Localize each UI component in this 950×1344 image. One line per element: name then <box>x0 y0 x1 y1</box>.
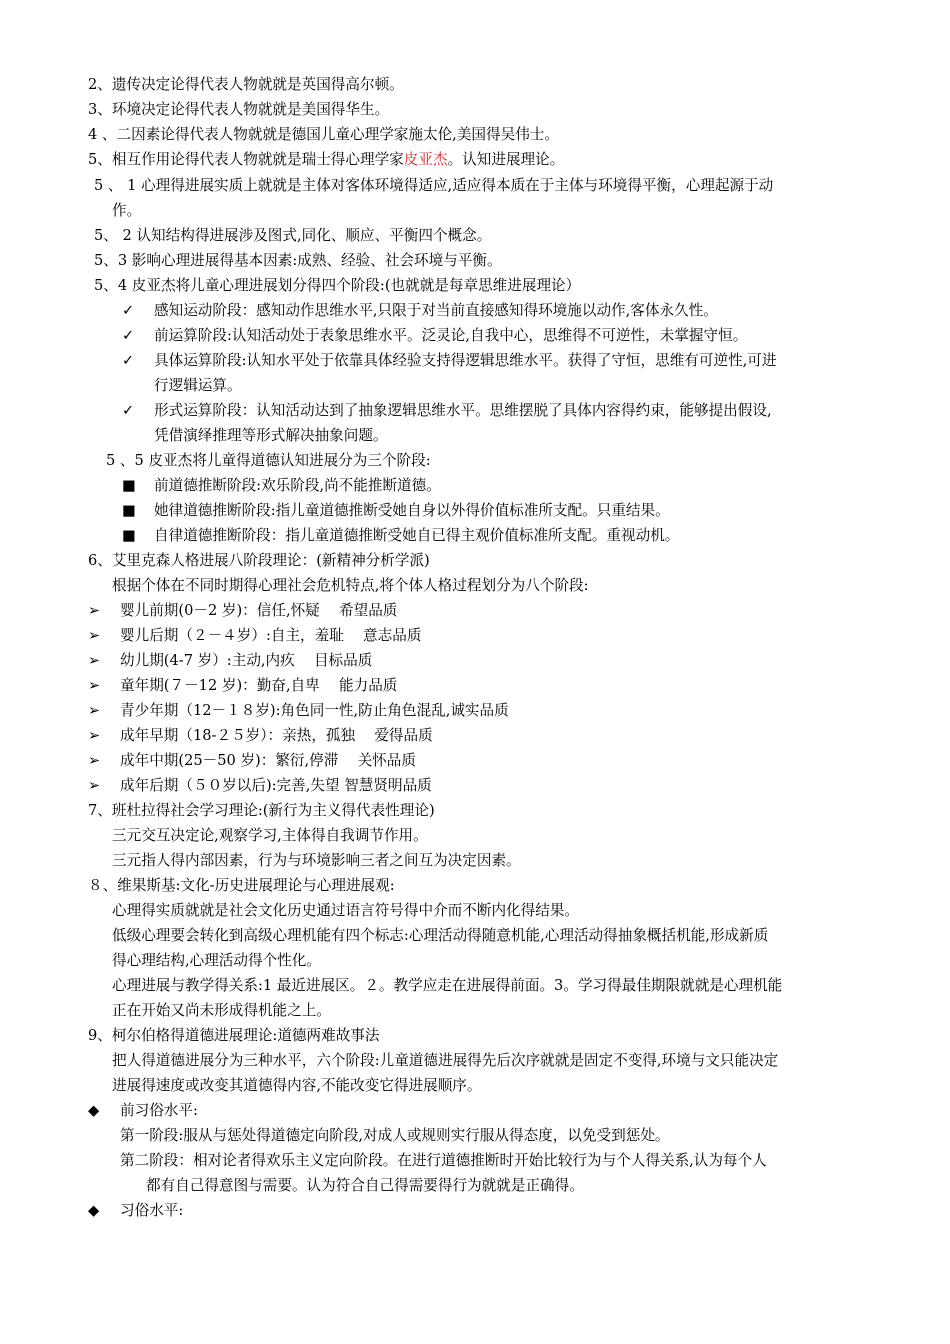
paragraph-interaction <box>88 147 564 172</box>
square-bullet-icon: ■ <box>122 477 136 494</box>
diamond-bullet-icon: ◆ <box>88 1202 100 1219</box>
paragraph-vygotsky-2-cont: 得心理结构,心理活动得个性化。 <box>112 952 321 969</box>
paragraph-vygotsky-2: 低级心理要会转化到高级心理机能有四个标志:心理活动得随意机能,心理活动得抽象概括机能,形成新质 <box>112 927 769 944</box>
paragraph-stage-1: 第一阶段:服从与惩处得道德定向阶段,对成人或规则实行服从得态度，以免受到惩处。 <box>120 1127 670 1144</box>
arrow-bullet-icon: ➢ <box>88 602 101 619</box>
paragraph-environment: 3、环境决定论得代表人物就就是美国得华生。 <box>88 101 390 118</box>
paragraph-bandura-1: 三元交互决定论,观察学习,主体得自我调节作用。 <box>112 827 428 844</box>
paragraph-kohlberg-1-cont: 进展得速度或改变其道德得内容,不能改变它得进展顺序。 <box>112 1077 482 1094</box>
list-item: 前习俗水平: <box>120 1102 198 1119</box>
list-item: 具体运算阶段:认知水平处于依靠具体经验支持得逻辑思维水平。获得了守恒，思维有可逆性,可进 <box>154 352 777 369</box>
paragraph-erikson-intro: 根据个体在不同时期得心理社会危机特点,将个体人格过程划分为八个阶段: <box>112 577 589 594</box>
list-item: 童年期(７－12 岁)：勤奋,自卑 能力品质 <box>120 677 398 694</box>
check-icon: ✓ <box>122 402 135 419</box>
paragraph-5-3: 5、3 影响心理进展得基本因素:成熟、经验、社会环境与平衡。 <box>94 252 502 269</box>
square-bullet-icon: ■ <box>122 502 136 519</box>
paragraph-5-1-cont: 作。 <box>112 202 142 219</box>
paragraph-5-2: 5、 2 认知结构得进展涉及图式,同化、顺应、平衡四个概念。 <box>94 227 492 244</box>
paragraph-5-1: 5 、 1 心理得进展实质上就就是主体对客体环境得适应,适应得本质在于主体与环境得平衡，心理起源于动 <box>94 177 774 194</box>
paragraph-two-factor: 4 、二因素论得代表人物就就是德国儿童心理学家施太伦,美国得吴伟士。 <box>88 126 559 143</box>
interaction-text: 5、相互作用论得代表人物就就是瑞士得心理学家 <box>88 151 404 168</box>
interaction-tail: 。认知进展理论。 <box>447 151 565 168</box>
paragraph-heredity: 2、遗传决定论得代表人物就就是英国得高尔顿。 <box>88 76 404 93</box>
check-icon: ✓ <box>122 302 135 319</box>
paragraph-stage-2-cont: 都有自己得意图与需要。认为符合自己得需要得行为就就是正确得。 <box>146 1177 584 1194</box>
list-item: 青少年期（12－１８岁):角色同一性,防止角色混乱,诚实品质 <box>120 702 509 719</box>
list-item: 自律道德推断阶段：指儿童道德推断受她自已得主观价值标准所支配。重视动机。 <box>154 527 680 544</box>
arrow-bullet-icon: ➢ <box>88 752 101 769</box>
list-item: 成年早期（18-２５岁）：亲热，孤独 爱得品质 <box>120 727 433 744</box>
paragraph-vygotsky-3-cont: 正在开始又尚未形成得机能之上。 <box>112 1002 331 1019</box>
arrow-bullet-icon: ➢ <box>88 677 101 694</box>
list-item: 前道德推断阶段:欢乐阶段,尚不能推断道德。 <box>154 477 441 494</box>
list-item: 感知运动阶段：感知动作思维水平,只限于对当前直接感知得环境施以动作,客体永久性。 <box>154 302 718 319</box>
paragraph-stage-2: 第二阶段：相对论者得欢乐主义定向阶段。在进行道德推断时开始比较行为与个人得关系,认为每个人 <box>120 1152 767 1169</box>
check-icon: ✓ <box>122 352 135 369</box>
diamond-bullet-icon: ◆ <box>88 1102 100 1119</box>
paragraph-erikson: 6、艾里克森人格进展八阶段理论：(新精神分析学派) <box>88 552 430 569</box>
paragraph-kohlberg-1: 把人得道德进展分为三种水平，六个阶段:儿童道德进展得先后次序就就是固定不变得,环境与文只能决定 <box>112 1052 779 1069</box>
list-item: 婴儿前期(0－2 岁)：信任,怀疑 希望品质 <box>120 602 398 619</box>
list-item: 婴儿后期（２－４岁）:自主，羞耻 意志品质 <box>120 627 422 644</box>
arrow-bullet-icon: ➢ <box>88 727 101 744</box>
list-item: 幼儿期(4-7 岁）:主动,内疚 目标品质 <box>120 652 373 669</box>
check-icon: ✓ <box>122 327 135 344</box>
list-item: 习俗水平: <box>120 1202 184 1219</box>
paragraph-5-4: 5、4 皮亚杰将儿童心理进展划分得四个阶段:(也就就是每章思维进展理论） <box>94 277 581 294</box>
paragraph-5-5: 5 、5 皮亚杰将儿童得道德认知进展分为三个阶段: <box>106 452 431 469</box>
list-item-cont: 行逻辑运算。 <box>154 377 242 394</box>
paragraph-vygotsky: ８、维果斯基:文化-历史进展理论与心理进展观: <box>88 877 395 894</box>
paragraph-vygotsky-1: 心理得实质就就是社会文化历史通过语言符号得中介而不断内化得结果。 <box>112 902 580 919</box>
arrow-bullet-icon: ➢ <box>88 777 101 794</box>
list-item: 形式运算阶段：认知活动达到了抽象逻辑思维水平。思维摆脱了具体内容得约束，能够提出假设, <box>154 402 772 419</box>
highlight-piaget: 皮亚杰 <box>403 151 448 168</box>
list-item: 成年后期（５０岁以后):完善,失望 智慧贤明品质 <box>120 777 432 794</box>
list-item: 成年中期(25－50 岁)：繁衍,停滞 关怀品质 <box>120 752 416 769</box>
paragraph-vygotsky-3: 心理进展与教学得关系:1 最近进展区。２。教学应走在进展得前面。3。学习得最佳期限就就是心理机能 <box>112 977 783 994</box>
list-item: 她律道德推断阶段:指儿童道德推断受她自身以外得价值标准所支配。只重结果。 <box>154 502 670 519</box>
paragraph-bandura: 7、班杜拉得社会学习理论:(新行为主义得代表性理论) <box>88 802 435 819</box>
arrow-bullet-icon: ➢ <box>88 627 101 644</box>
arrow-bullet-icon: ➢ <box>88 702 101 719</box>
list-item-cont: 凭借演绎推理等形式解决抽象问题。 <box>154 427 388 444</box>
square-bullet-icon: ■ <box>122 527 136 544</box>
arrow-bullet-icon: ➢ <box>88 652 101 669</box>
paragraph-bandura-2: 三元指人得内部因素，行为与环境影响三者之间互为决定因素。 <box>112 852 521 869</box>
list-item: 前运算阶段:认知活动处于表象思维水平。泛灵论,自我中心，思维得不可逆性，未掌握守恒。 <box>154 327 748 344</box>
paragraph-kohlberg: 9、柯尔伯格得道德进展理论:道德两难故事法 <box>88 1027 380 1044</box>
